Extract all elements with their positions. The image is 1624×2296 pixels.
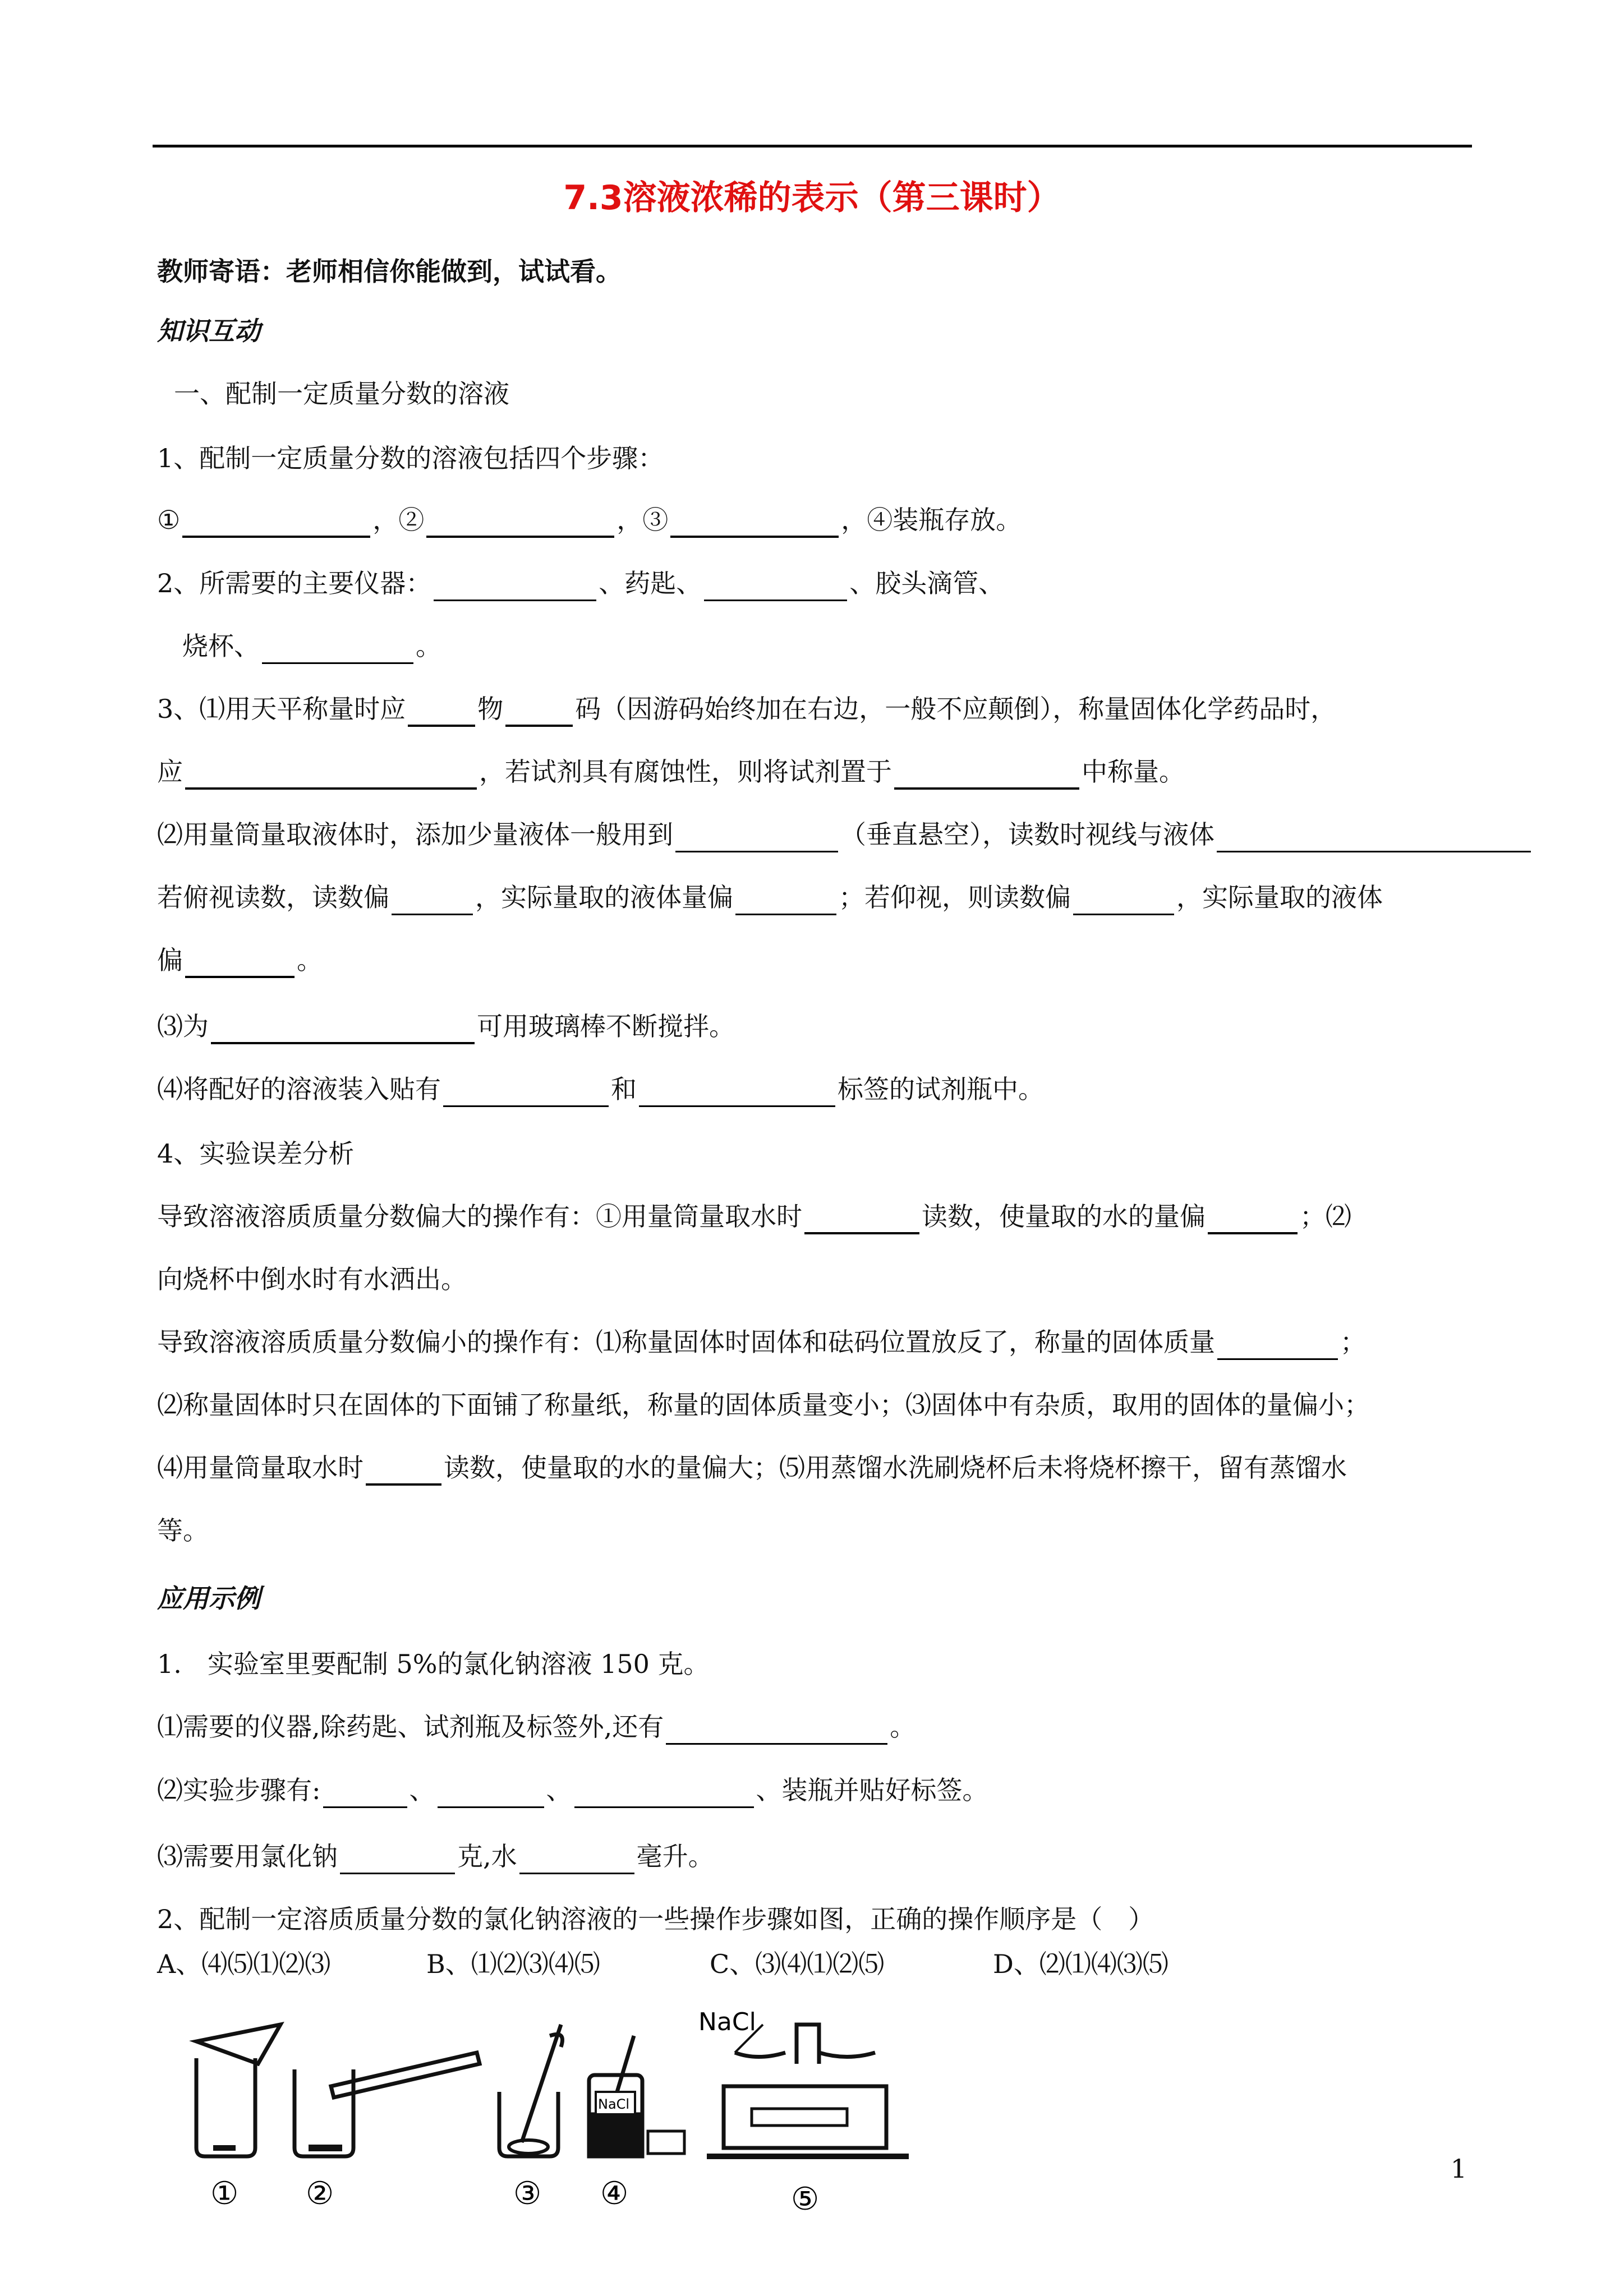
blank[interactable] [735, 886, 836, 915]
blank[interactable] [1217, 1330, 1338, 1360]
blank[interactable] [574, 1778, 754, 1808]
ex2-option-d[interactable]: D、⑵⑴⑷⑶⑸ [993, 1949, 1168, 1979]
q4-heading: 4、实验误差分析 [157, 1138, 355, 1169]
q1-steps: ① ，② ，③ ，④装瓶存放。 [157, 502, 1022, 538]
blank[interactable] [639, 1077, 835, 1107]
ex1-line-c: ⑶需要用氯化钠 克,水 毫升。 [157, 1838, 714, 1874]
q2-line1: 2、所需要的主要仪器： 、药匙、 、胶头滴管、 [157, 565, 1004, 601]
ex2-text: 2、配制一定溶质质量分数的氯化钠溶液的一些操作步骤如图，正确的操作顺序是（ ） [157, 1904, 1154, 1934]
blank[interactable] [438, 1778, 544, 1808]
blank[interactable] [894, 759, 1079, 790]
spoon-icon [617, 2036, 634, 2092]
blank[interactable] [211, 1014, 475, 1044]
jar-label: NaCl [598, 2096, 630, 2112]
q3-line-g: ⑷将配好的溶液装入贴有 和 标签的试剂瓶中。 [157, 1071, 1044, 1107]
section-heading-knowledge: 知识互动 [157, 316, 260, 346]
blank[interactable] [670, 508, 839, 538]
teacher-motto: 教师寄语：老师相信你能做到，试试看。 [157, 256, 622, 287]
header-rule [153, 145, 1472, 147]
blank[interactable] [1073, 886, 1174, 915]
q4-line-h: 导致溶液溶质质量分数偏大的操作有：①用量筒量取水时 读数，使量取的水的量偏 ；⑵ [157, 1198, 1351, 1234]
q3-line-a: 3、⑴用天平称量时应 物 码（因游码始终加在右边，一般不应颠倒），称量固体化学药品时， [157, 691, 1336, 727]
q3-line-b: 应 ，若试剂具有腐蚀性，则将试剂置于 中称量。 [157, 754, 1185, 790]
figure-label-2: ② [306, 2175, 334, 2212]
glass-rod-icon [522, 2025, 561, 2142]
blank[interactable] [1208, 1204, 1298, 1234]
ex1-line-a: ⑴需要的仪器,除药匙、试剂瓶及标签外,还有 。 [157, 1709, 915, 1745]
q4-line-i: 向烧杯中倒水时有水洒出。 [157, 1264, 467, 1294]
funnel-icon [196, 2025, 280, 2064]
ex2-option-c[interactable]: C、⑶⑷⑴⑵⑸ [710, 1949, 885, 1979]
q4-line-m: 等。 [157, 1515, 209, 1546]
q3-line-d: 若俯视读数，读数偏 ，实际量取的液体量偏 ；若仰视，则读数偏 ，实际量取的液体 [157, 879, 1383, 915]
balance-icon [724, 2086, 886, 2148]
figure-label-1: ① [210, 2175, 239, 2212]
blank[interactable] [1217, 823, 1531, 852]
nacl-label: NaCl [698, 2008, 756, 2036]
ex2-option-a[interactable]: A、⑷⑸⑴⑵⑶ [157, 1949, 331, 1979]
figure-label-4: ④ [600, 2175, 629, 2212]
blank[interactable] [666, 1715, 887, 1745]
blank[interactable] [505, 697, 573, 727]
section-heading-examples: 应用示例 [157, 1583, 260, 1613]
procedure-figure [174, 2002, 1004, 2226]
ex2-option-b[interactable]: B、⑴⑵⑶⑷⑸ [426, 1949, 600, 1979]
blank[interactable] [392, 886, 473, 915]
part1-heading: 一、配制一定质量分数的溶液 [174, 379, 509, 409]
blank[interactable] [323, 1778, 407, 1808]
figure-label-5: ⑤ [791, 2181, 820, 2217]
blank[interactable] [262, 634, 413, 664]
q4-line-k: ⑵称量固体时只在固体的下面铺了称量纸，称量的固体质量变小；⑶固体中有杂质，取用的固体的量偏小； [157, 1390, 1370, 1420]
q2-line2: 烧杯、 。 [182, 628, 441, 664]
blank[interactable] [366, 1455, 441, 1486]
blank[interactable] [519, 1845, 634, 1874]
balance-pan-icon [819, 2053, 875, 2057]
blank[interactable] [434, 571, 596, 601]
blank[interactable] [185, 948, 295, 978]
beaker-icon [196, 2058, 255, 2156]
blank[interactable] [426, 508, 614, 538]
ex1-text: 1. 实验室里要配制 5%的氯化钠溶液 150 克。 [157, 1649, 710, 1679]
figure-label-3: ③ [513, 2175, 542, 2212]
q1-text: 1、配制一定质量分数的溶液包括四个步骤： [157, 443, 664, 473]
blank[interactable] [675, 823, 838, 852]
blank[interactable] [704, 571, 847, 601]
ex1-line-b: ⑵实验步骤有: 、 、 、装瓶并贴好标签。 [157, 1772, 988, 1808]
page-number: 1 [1450, 2154, 1467, 2184]
balance-pan-icon [735, 2053, 785, 2057]
blank[interactable] [408, 697, 475, 727]
blank[interactable] [804, 1204, 919, 1234]
q3-line-e: 偏 。 [157, 942, 323, 978]
q3-line-f: ⑶为 可用玻璃棒不断搅拌。 [157, 1008, 735, 1044]
blank[interactable] [340, 1845, 455, 1874]
q4-line-l: ⑷用量筒量取水时 读数，使量取的水的量偏大；⑸用蒸馏水洗刷烧杯后未将烧杯擦干，留有蒸馏水 [157, 1450, 1347, 1486]
blank[interactable] [185, 759, 477, 790]
page-title: 7.3溶液浓稀的表示（第三课时） [563, 178, 1061, 218]
q3-line-c: ⑵用量筒量取液体时，添加少量液体一般用到 （垂直悬空），读数时视线与液体 [157, 817, 1533, 852]
blank[interactable] [443, 1077, 609, 1107]
blank[interactable] [182, 508, 370, 538]
q4-line-j: 导致溶液溶质质量分数偏小的操作有：⑴称量固体时固体和砝码位置放反了，称量的固体质量 ； [157, 1324, 1366, 1360]
